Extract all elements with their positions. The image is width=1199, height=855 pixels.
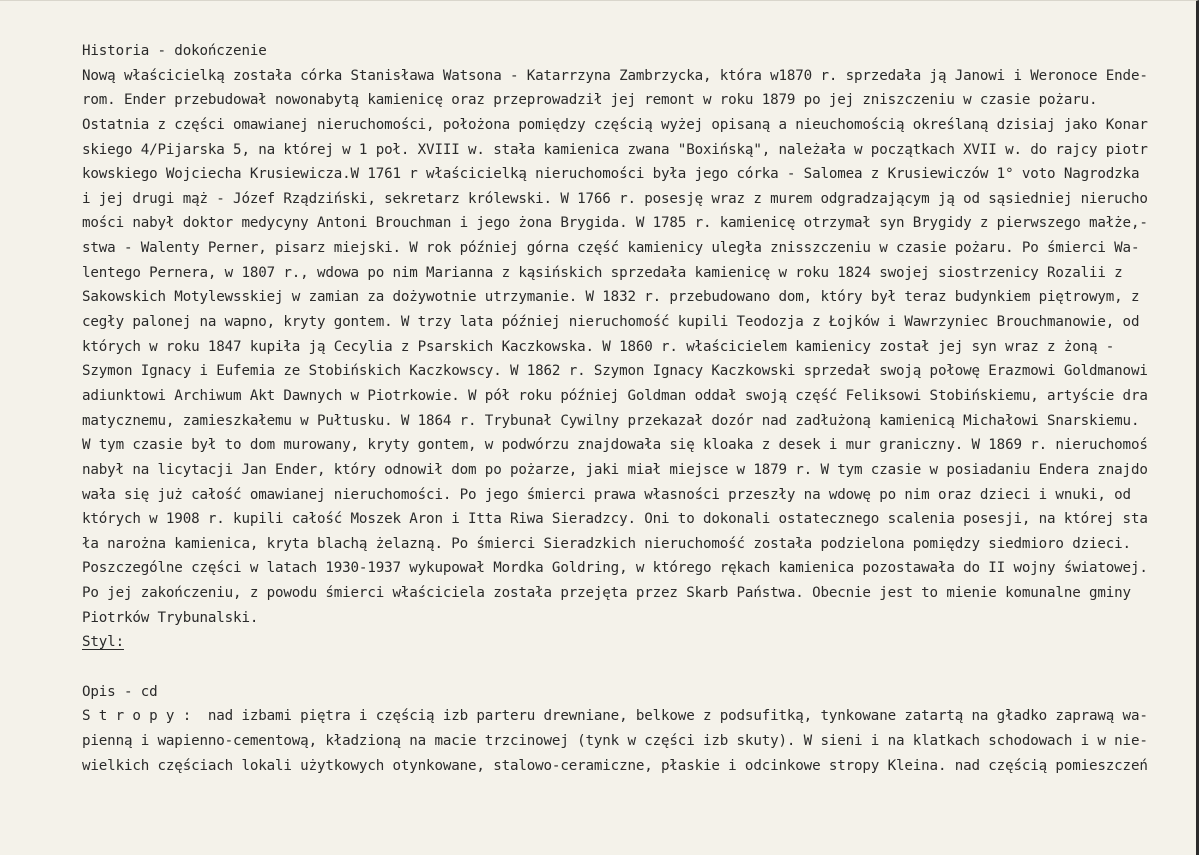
historia-line: i jej drugi mąż - Józef Rządziński, sekretarz królewski. W 1766 r. posesję wraz z murem odgradzającym ją od sąsiedniej nierucho <box>82 190 1148 207</box>
historia-line: Po jej zakończeniu, z powodu śmierci właściciela została przejęta przez Skarb Państwa. Obecnie jest to mienie komunalne gminy <box>82 585 1131 602</box>
historia-line: Nową właścicielką została córka Stanisława Watsona - Katarrzyna Zambrzycka, która w1870 r. sprzedała ją Janowi i Weronoce Ende- <box>82 67 1148 84</box>
styl-heading <box>82 630 1172 655</box>
historia-line: stwa - Walenty Perner, pisarz miejski. W rok później górna część kamienicy uległa znisszczeniu w czasie pożaru. Po śmierci Wa- <box>82 240 1140 257</box>
historia-line: kowskiego Wojciecha Krusiewicza.W 1761 r właścicielką nieruchomości była jego córka - Salomea z Krusiewiczów 1° voto Nagrodzka <box>82 166 1140 183</box>
historia-line: Piotrków Trybunalski. <box>82 609 259 626</box>
historia-title: Historia - dokończenie <box>82 43 267 59</box>
historia-line: matycznemu, zamieszkałemu w Pułtusku. W 1864 r. Trybunał Cywilny przekazał dozór nad zadłużoną kamienicą Michałowi Snarskiemu. <box>82 412 1140 429</box>
historia-line: rom. Ender przebudował nowonabytą kamienicę oraz przeprowadził jej remont w roku 1879 po jej zniszczeniu w czasie pożaru. <box>82 92 1098 109</box>
historia-line: wała się już całość omawianej nieruchomości. Po jego śmierci prawa własności przeszły na wdowę po nim oraz dzieci i wnuki, od <box>82 486 1131 503</box>
historia-line: których w roku 1847 kupiła ją Cecylia z Psarskich Kaczkowska. W 1860 r. właścicielem kamienicy został jej syn wraz z żoną - <box>82 338 1115 355</box>
historia-line: Poszczególne części w latach 1930-1937 wykupował Mordka Goldring, w którego rękach kamienica pozostawała do II wojny światowej. <box>82 560 1148 577</box>
opis-line: pienną i wapienno-cementową, kładzioną na macie trzcinowej (tynk w części izb skuty). W sieni i na klatkach schodowach i w nie- <box>82 732 1148 749</box>
historia-line: Szymon Ignacy i Eufemia ze Stobińskich Kaczkowscy. W 1862 r. Szymon Ignacy Kaczkowski sprzedał swoją połowę Erazmowi Goldmanowi <box>82 363 1148 380</box>
historia-line: mości nabył doktor medycyny Antoni Brouchman i jego żona Brygida. W 1785 r. kamienicę otrzymał syn Brygidy z pierwszego małże,- <box>82 215 1148 232</box>
historia-line: Ostatnia z części omawianej nieruchomości, położona pomiędzy częścią wyżej opisaną a nieuchomością określaną dzisiaj jako Konar <box>82 116 1148 133</box>
historia-line: W tym czasie był to dom murowany, kryty gontem, w podwórzu znajdowała się kloaka z desek i mur graniczny. W 1869 r. nieruchomoś <box>82 437 1148 454</box>
styl-label: Styl: <box>82 634 124 651</box>
historia-line: których w 1908 r. kupili całość Moszek Aron i Itta Riwa Sieradzcy. Oni to dokonali ostatecznego scalenia posesji, na której sta <box>82 511 1148 528</box>
historia-line: cegły palonej na wapno, kryty gontem. W trzy lata później nieruchomość kupili Teodozja z Łojków i Wawrzyniec Brouchmanowie, od <box>82 314 1140 331</box>
historia-line: nabył na licytacji Jan Ender, który odnowił dom po pożarze, jaki miał miejsce w 1879 r. W tym czasie w posiadaniu Endera znajdo <box>82 461 1148 478</box>
opis-line: S t r o p y : nad izbami piętra i częścią izb parteru drewniane, belkowe z podsufitką, tynkowane zatartą na gładko zaprawą wa- <box>82 708 1148 725</box>
opis-title: Opis - cd <box>82 683 158 700</box>
typewritten-text <box>82 39 1172 778</box>
historia-line: adiunktowi Archiwum Akt Dawnych w Piotrkowie. W pół roku później Goldman oddał swoją część Feliksowi Stobińskiemu, artyście dra <box>82 387 1148 404</box>
historia-line: ła narożna kamienica, kryta blachą żelazną. Po śmierci Sieradzkich nieruchomość została podzielona pomiędzy siedmioro dzieci. <box>82 535 1131 552</box>
historia-line: skiego 4/Pijarska 5, na której w 1 poł. XVIII w. stała kamienica zwana "Boxińską", należała w początkach XVII w. do rajcy piotr <box>82 141 1148 158</box>
historia-line: Sakowskich Motylewsskiej w zamian za dożywotnie utrzymanie. W 1832 r. przebudowano dom, który był teraz budynkiem piętrowym, z <box>82 289 1140 306</box>
opis-line: wielkich częściach lokali użytkowych otynkowane, stalowo-ceramiczne, płaskie i odcinkowe stropy Kleina. nad częścią pomieszczeń <box>82 757 1148 774</box>
historia-line: lentego Pernera, w 1807 r., wdowa po nim Marianna z kąsińskich sprzedała kamienicę w roku 1824 swojej siostrzenicy Rozalii z <box>82 264 1123 281</box>
blank-line <box>82 655 1172 680</box>
